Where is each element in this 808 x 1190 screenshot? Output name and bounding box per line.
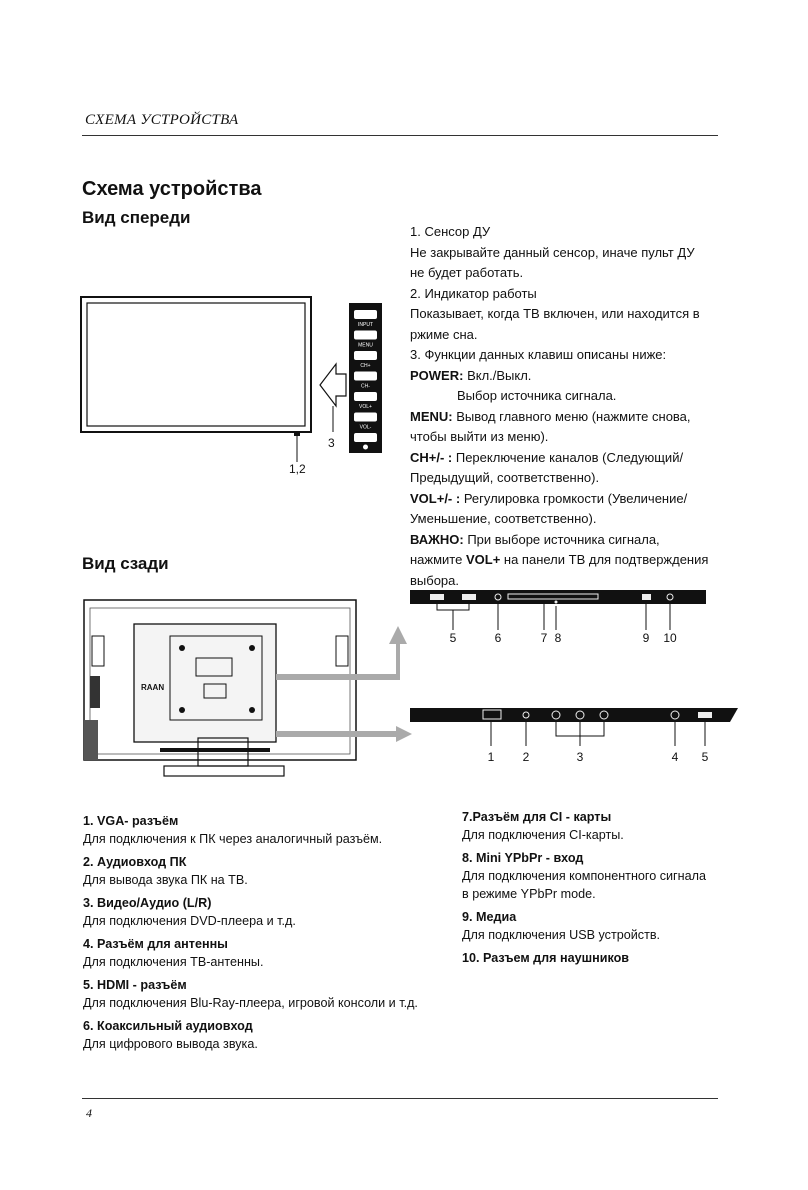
callout-keys: 3 [328, 436, 335, 450]
power-text-2: Выбор источника сигнала. [457, 388, 617, 403]
important-text-c: выбора. [410, 572, 459, 588]
connector-title: 7.Разъём для CI - карты [462, 810, 612, 824]
page-title: Схема устройства [82, 178, 262, 200]
callout-number: 10 [663, 631, 677, 645]
important-text-b1: нажмите [410, 552, 466, 567]
tv-frame [81, 297, 311, 432]
sensor-mark [294, 432, 300, 436]
tv-stand [164, 766, 284, 776]
callout-number: 6 [494, 631, 502, 645]
desc-3-title: 3. Функции данных клавиш описаны ниже: [410, 347, 667, 362]
connector-title: 6. Коаксильный аудиовход [83, 1019, 253, 1033]
connector-text: Для вывода звука ПК на ТВ. [83, 873, 248, 887]
connector-item [462, 849, 762, 903]
panel-button-label: VOL+ [359, 404, 372, 410]
panel-button-label: VOL- [359, 424, 372, 431]
connector-item [83, 894, 463, 930]
callout-number: 5 [449, 631, 457, 645]
menu-text-a: Вывод главного меню (нажмите снова, [452, 408, 691, 424]
usb-port [642, 594, 651, 600]
callout-number: 3 [576, 750, 584, 764]
connector-item [83, 976, 463, 1012]
callout-number: 5 [701, 750, 709, 764]
important-vol: VOL+ [465, 552, 501, 567]
hdmi-port-1 [430, 594, 444, 600]
important-text-a: При выборе источника сигнала, [463, 531, 660, 547]
connector-list-left [83, 812, 463, 1058]
connector-item [83, 1017, 463, 1053]
panel-button-0 [354, 310, 377, 319]
desc-2-text-b: ржиме сна. [410, 326, 478, 342]
arrow-up-to-top-panel [276, 626, 407, 680]
desc-1-text-b: не будет работать. [410, 265, 524, 280]
connector-item [83, 853, 463, 889]
panel-button-2 [354, 351, 377, 360]
panel-button-3 [354, 372, 377, 381]
top-connector-panel [410, 590, 706, 604]
connector-item [462, 949, 762, 967]
power-label: POWER: [410, 367, 464, 383]
connector-list-right [462, 808, 762, 972]
panel-button-1 [354, 331, 377, 340]
ypbpr-port [555, 601, 558, 604]
bottom-connector-panel [410, 708, 738, 722]
connector-text: Для подключения ТВ-антенны. [83, 955, 264, 969]
front-view-diagram [78, 290, 388, 490]
connector-title: 1. VGA- разъём [83, 814, 179, 828]
callout-sensor: 1,2 [289, 462, 306, 476]
hdmi-port-2 [462, 594, 476, 600]
tv-screen [87, 303, 305, 426]
menu-text-b: чтобы выйти из меню). [410, 429, 549, 444]
footer-rule [82, 1098, 718, 1099]
connector-title: 8. Mini YPbPr - вход [462, 851, 584, 865]
connector-title: 5. HDMI - разъём [83, 978, 187, 992]
panel-button-label: INPUT [358, 322, 373, 328]
hdmi-port-3 [698, 712, 712, 718]
important-label: ВАЖНО: [410, 531, 464, 547]
connector-item [83, 812, 463, 848]
ch-text-a: Переключение каналов (Следующий/ [452, 449, 684, 465]
panel-button-4 [354, 392, 377, 401]
callout-number: 2 [522, 750, 530, 764]
arrow-right-to-bottom-panel [276, 726, 412, 742]
rear-view-heading: Вид сзади [82, 554, 169, 573]
connector-title: 4. Разъём для антенны [83, 937, 228, 951]
callout-number: 7 [540, 631, 548, 645]
connector-item [462, 808, 762, 844]
callout-number: 9 [642, 631, 650, 645]
connector-text: в режиме YPbPr mode. [462, 887, 596, 901]
side-label: RAAN [141, 683, 165, 692]
power-text: Вкл./Выкл. [463, 367, 532, 383]
arrow-left [320, 364, 346, 406]
vol-text-b: Уменьшение, соответственно). [410, 511, 597, 526]
panel-button-5 [354, 413, 377, 422]
ch-label: CH+/- : [410, 449, 453, 465]
connector-item [83, 935, 463, 971]
desc-1-text-a: Не закрывайте данный сенсор, иначе пульт ДУ [410, 244, 695, 260]
connector-title: 10. Разъем для наушников [462, 951, 630, 965]
ch-text-b: Предыдущий, соответственно). [410, 470, 600, 485]
desc-1-title: 1. Сенсор ДУ [410, 224, 491, 239]
callout-number: 8 [554, 631, 562, 645]
running-header: СХЕМА УСТРОЙСТВА [85, 112, 239, 128]
menu-label: MENU: [410, 408, 453, 424]
connector-text: Для подключения компонентного сигнала [462, 869, 706, 883]
important-text-b3: на панели ТВ для подтверждения [500, 552, 709, 567]
connector-text: Для цифрового вывода звука. [83, 1037, 258, 1051]
connector-title: 3. Видео/Аудио (L/R) [83, 896, 212, 910]
connector-text: Для подключения к ПК через аналогичный разъём. [83, 832, 383, 846]
connector-text: Для подключения Blu-Ray-плеера, игровой консоли и т.д. [83, 996, 418, 1010]
desc-2-text-a: Показывает, когда ТВ включен, или находится в [410, 306, 700, 321]
power-button [354, 433, 377, 442]
vol-text-a: Регулировка громкости (Увеличение/ [460, 490, 688, 506]
header-rule [82, 135, 718, 136]
connector-title: 2. Аудиовход ПК [83, 855, 187, 869]
power-icon [363, 445, 368, 450]
panel-button-label: CH- [361, 383, 370, 390]
callout-number: 4 [671, 750, 679, 764]
connector-item [462, 908, 762, 944]
panel-button-label: MENU [358, 342, 373, 349]
connector-text: Для подключения USB устройств. [462, 928, 661, 942]
callout-number: 1 [487, 750, 495, 764]
page-number: 4 [86, 1106, 92, 1120]
front-view-heading: Вид спереди [82, 208, 191, 227]
connector-title: 9. Медиа [462, 910, 517, 924]
rear-view-diagram [70, 588, 750, 788]
vol-label: VOL+/- : [410, 490, 461, 506]
panel-button-label: CH+ [360, 363, 371, 369]
connector-text: Для подключения DVD-плеера и т.д. [83, 914, 296, 928]
connector-text: Для подключения CI-карты. [462, 828, 624, 842]
desc-2-title: 2. Индикатор работы [410, 285, 537, 301]
front-descriptions [410, 222, 740, 591]
